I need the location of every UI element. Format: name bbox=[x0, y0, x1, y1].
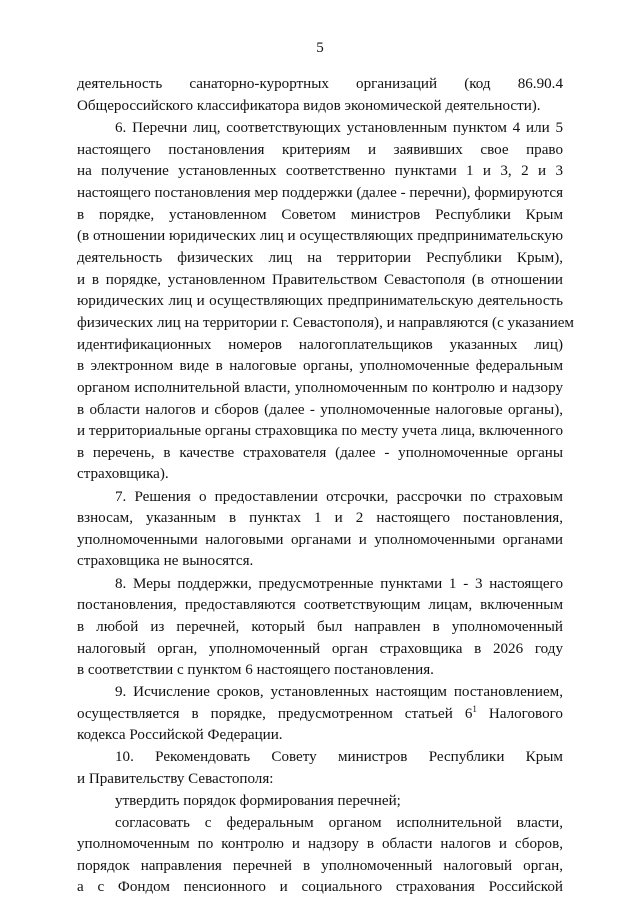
text-line: Общероссийского классификатора видов экономической деятельности). bbox=[77, 98, 541, 114]
text-line: налоговый орган, уполномоченный орган страховщика в 2026 году bbox=[77, 641, 563, 657]
text-line: в области налогов и сборов (далее - уполномоченные налоговые органы), bbox=[77, 402, 563, 418]
text-line: и Правительству Севастополя: bbox=[77, 771, 274, 787]
text-line: утвердить порядок формирования перечней; bbox=[115, 793, 401, 809]
paragraph-7-start: 7. Решения о предоставлении отсрочки, рассрочки по страховым bbox=[115, 489, 563, 505]
text-line: идентификационных номеров налогоплательщиков указанных лиц) bbox=[77, 337, 563, 353]
text-line: деятельность санаторно-курортных организаций (код 86.90.4 bbox=[77, 76, 563, 92]
text-line: в соответствии с пунктом 6 настоящего постановления. bbox=[77, 662, 434, 678]
text-line: настоящего постановления критериям и заявивших свое право bbox=[77, 142, 563, 158]
text-line: а с Фондом пенсионного и социального страхования Российской bbox=[77, 879, 563, 895]
text-line: (в отношении юридических лиц и осуществляющих предпринимательскую bbox=[77, 228, 563, 244]
text-line: порядок направления перечней в уполномоченный налоговый орган, bbox=[77, 858, 563, 874]
text-line: в перечень, в качестве страхователя (далее - уполномоченные органы bbox=[77, 445, 563, 461]
text-line: деятельность физических лиц на территории Республики Крым), bbox=[77, 250, 563, 266]
article-reference: осуществляется в порядке, предусмотренном статьей $6^1$ bbox=[77, 703, 477, 722]
text-line: и территориальные органы страховщика по месту учета лица, включенного bbox=[77, 423, 563, 439]
text-line: страховщика не выносятся. bbox=[77, 553, 254, 569]
text-line: взносам, указанным в пунктах 1 и 2 настоящего постановления, bbox=[77, 510, 563, 526]
text-line: постановления, предоставляются соответствующим лицам, включенным bbox=[77, 597, 563, 613]
text-line: органом исполнительной власти, уполномоченным по контролю и надзору bbox=[77, 380, 563, 396]
text-line: в электронном виде в налоговые органы, уполномоченные федеральным bbox=[77, 358, 563, 374]
paragraph-8-start: 8. Меры поддержки, предусмотренные пунктами 1 - 3 настоящего bbox=[115, 576, 563, 592]
text-line: настоящего постановления мер поддержки (далее - перечни), формируются bbox=[77, 185, 564, 201]
footnote-mark: 1 bbox=[472, 703, 477, 714]
page-number: 5 bbox=[316, 40, 324, 56]
text-line: физических лиц на территории г. Севастополя), и направляются (с указанием bbox=[77, 315, 574, 331]
text-line: на получение установленных соответственно пунктами 1 и 3, 2 и 3 bbox=[77, 163, 563, 179]
paragraph-10-start: 10. Рекомендовать Совету министров Республики Крым bbox=[115, 749, 563, 765]
code-name-start: Налогового bbox=[488, 706, 563, 722]
text-line: уполномоченным по контролю и надзору в области налогов и сборов, bbox=[77, 836, 563, 852]
paragraph-9-start: 9. Исчисление сроков, установленных настоящим постановлением, bbox=[115, 684, 563, 700]
text-line: кодекса Российской Федерации. bbox=[77, 727, 283, 743]
text-line: и в порядке, установленном Правительством Севастополя (в отношении bbox=[77, 272, 563, 288]
text-line: страховщика). bbox=[77, 466, 169, 482]
text-line: в любой из перечней, который был направлен в уполномоченный bbox=[77, 619, 563, 635]
text-line-with-footnote bbox=[77, 704, 563, 724]
text-line: в порядке, установленном Советом министров Республики Крым bbox=[77, 207, 563, 223]
text-line: согласовать с федеральным органом исполнительной власти, bbox=[115, 815, 563, 831]
text-line: юридических лиц и осуществляющих предпринимательскую деятельность bbox=[77, 293, 563, 309]
text-line: уполномоченными налоговыми органами и уполномоченными органами bbox=[77, 532, 563, 548]
paragraph-6-start: 6. Перечни лиц, соответствующих установленным пунктом 4 или 5 bbox=[115, 120, 563, 136]
